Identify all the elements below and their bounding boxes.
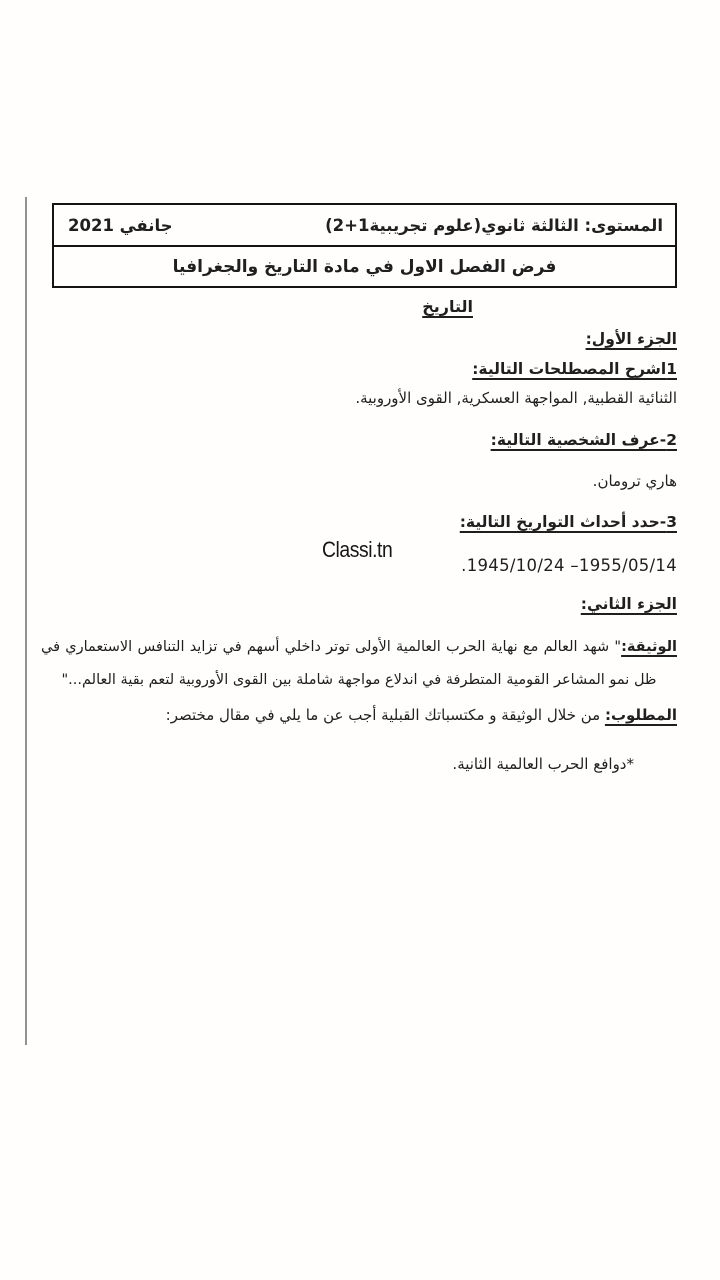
part-one-heading: الجزء الأول: <box>585 330 677 348</box>
exam-title: فرض الفصل الاول في مادة التاريخ والجغرافيا <box>172 256 557 277</box>
level-label: المستوى: الثالثة ثانوي(علوم تجريبية1+2) <box>325 215 663 235</box>
task-item: *دوافع الحرب العالمية الثانية. <box>452 755 634 773</box>
document-label: الوثيقة: <box>621 639 677 655</box>
header-row-level-date <box>54 205 675 247</box>
question-3-heading: 3-حدد أحداث التواريخ التالية: <box>459 513 677 531</box>
exam-header-table <box>52 203 677 288</box>
task-label: المطلوب: <box>604 706 677 724</box>
subject-heading: التاريخ <box>422 297 473 316</box>
header-row-title <box>54 247 675 286</box>
question-2-heading: 2-عرف الشخصية التالية: <box>490 431 677 449</box>
task-text: من خلال الوثيقة و مكتسباتك القبلية أجب عن ما يلي في مقال مختصر: <box>165 706 605 724</box>
task-line <box>166 706 677 724</box>
classi-watermark: Classi.tn <box>322 537 393 562</box>
document-paragraph <box>41 631 677 697</box>
scan-edge-line <box>25 197 27 1045</box>
document-text: " شهد العالم مع نهاية الحرب العالمية الأولى توتر داخلي أسهم في تزايد التنافس الاستعماري في ظل نمو المشاعر القومية المتطرفة في اندلاع مواجهة شاملة بين القوى الأوروبية لتعم بقية العالم..." <box>41 639 657 688</box>
question-2-person: هاري ترومان. <box>592 472 677 490</box>
session-date-label: جانفي 2021 <box>68 215 173 235</box>
question-3-dates: .1945/10/24 –1955/05/14 <box>461 556 677 575</box>
question-1-terms: الثنائية القطبية, المواجهة العسكرية, القوى الأوروبية. <box>355 389 677 407</box>
question-1-heading: 1اشرح المصطلحات التالية: <box>472 360 677 378</box>
part-two-heading: الجزء الثاني: <box>580 595 677 613</box>
